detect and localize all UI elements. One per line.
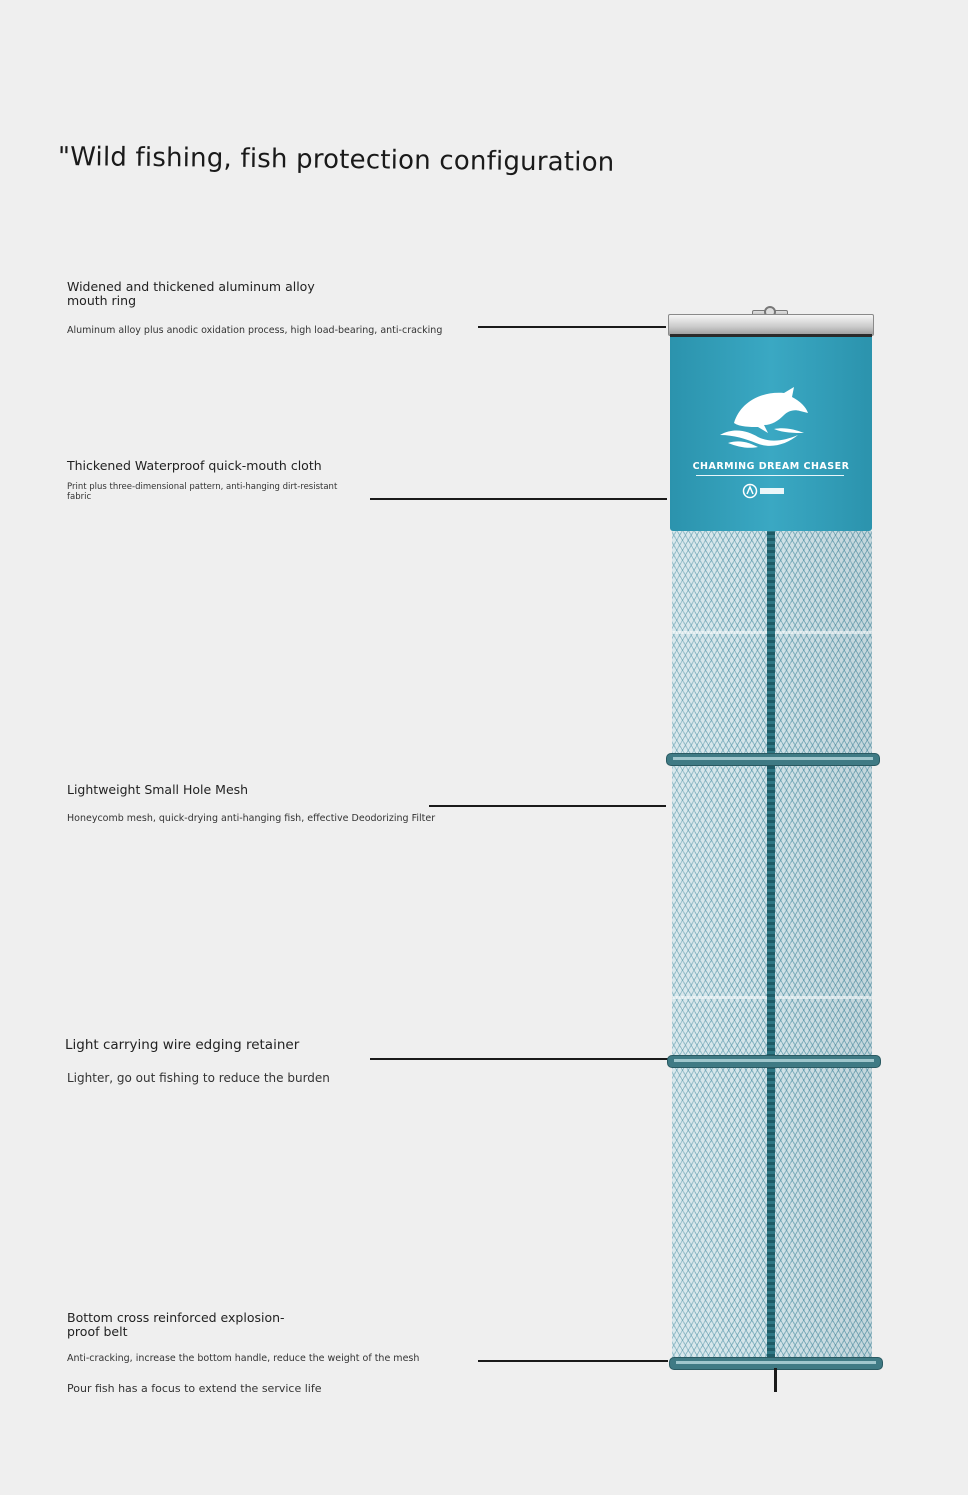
bottom-handle xyxy=(774,1368,777,1392)
feature-title: Lightweight Small Hole Mesh xyxy=(67,782,249,797)
feature-mouth-ring xyxy=(67,279,443,336)
dolphin-logo-icon xyxy=(714,385,814,449)
brand-name: CHARMING DREAM CHASER xyxy=(692,461,850,472)
leader-line-mouth-ring xyxy=(478,326,666,328)
wire-retainer-ring xyxy=(667,1055,881,1068)
feature-title: Bottom cross reinforced explosion-proof belt xyxy=(67,1310,285,1339)
wire-retainer-ring xyxy=(666,753,880,766)
leader-line-mesh xyxy=(429,805,666,807)
feature-desc-secondary: Pour fish has a focus to extend the service life xyxy=(67,1382,322,1395)
feature-desc: Honeycomb mesh, quick-drying anti-hanging fish, effective Deodorizing Filter xyxy=(67,813,436,824)
leader-line-bottom-belt xyxy=(478,1360,668,1362)
feature-title: Widened and thickened aluminum alloy mouth ring xyxy=(67,279,315,308)
feature-title: Light carrying wire edging retainer xyxy=(65,1037,300,1053)
leader-line-retainer xyxy=(370,1058,668,1060)
feature-desc: Print plus three-dimensional pattern, anti-hanging dirt-resistant fabric xyxy=(67,482,338,502)
feature-wire-retainer xyxy=(65,1037,330,1085)
aluminum-mouth-ring xyxy=(668,314,874,336)
feature-desc: Aluminum alloy plus anodic oxidation process, high load-bearing, anti-cracking xyxy=(67,325,443,336)
feature-desc: Anti-cracking, increase the bottom handle, reduce the weight of the mesh xyxy=(67,1353,420,1364)
feature-mesh xyxy=(67,783,435,824)
feature-bottom-belt xyxy=(67,1310,420,1395)
feature-quick-mouth-cloth xyxy=(67,459,347,502)
brand-underline xyxy=(696,475,844,476)
fish-keepnet-illustration xyxy=(660,300,890,1400)
center-support-cord xyxy=(767,531,775,1363)
feature-title: Thickened Waterproof quick-mouth cloth xyxy=(67,458,322,473)
feature-desc: Lighter, go out fishing to reduce the burden xyxy=(67,1071,330,1085)
quick-mouth-cloth xyxy=(670,337,872,531)
brand-mark-icon xyxy=(742,483,788,499)
leader-line-cloth xyxy=(370,498,667,500)
page-title: "Wild fishing, fish protection configuration xyxy=(57,142,615,178)
